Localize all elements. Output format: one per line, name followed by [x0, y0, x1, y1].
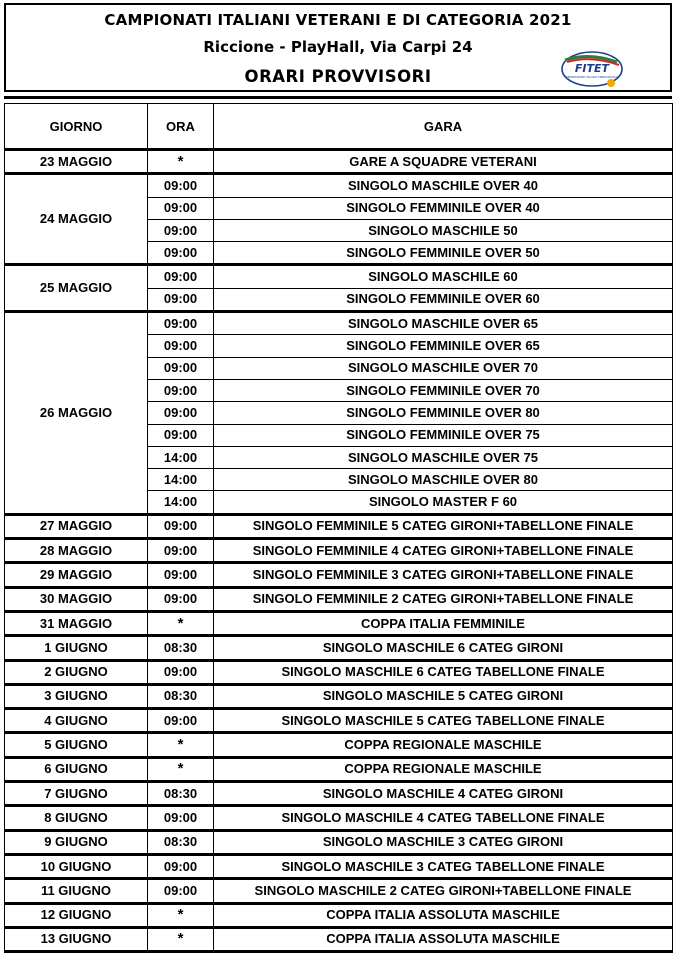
event-cell: SINGOLO FEMMINILE OVER 75 [214, 424, 673, 446]
table-row [5, 611, 673, 635]
time-cell: 09:00 [148, 402, 214, 424]
day-cell: 8 GIUGNO [5, 806, 148, 830]
event-cell: SINGOLO MASCHILE 4 CATEG GIRONI [214, 782, 673, 806]
event-cell: SINGOLO FEMMINILE OVER 60 [214, 288, 673, 311]
day-cell: 30 MAGGIO [5, 587, 148, 611]
time-cell: * [148, 757, 214, 781]
event-cell: COPPA REGIONALE MASCHILE [214, 757, 673, 781]
svg-text:FITET: FITET [574, 62, 610, 75]
table-row [5, 709, 673, 733]
day-cell: 2 GIUGNO [5, 660, 148, 684]
event-cell: COPPA REGIONALE MASCHILE [214, 733, 673, 757]
event-cell: COPPA ITALIA FEMMINILE [214, 611, 673, 635]
time-cell: 08:30 [148, 830, 214, 854]
event-cell: SINGOLO MASCHILE 3 CATEG TABELLONE FINALE [214, 854, 673, 878]
day-cell: 7 GIUGNO [5, 782, 148, 806]
day-cell: 24 MAGGIO [5, 174, 148, 265]
time-cell: 09:00 [148, 879, 214, 903]
event-cell: SINGOLO FEMMINILE OVER 65 [214, 335, 673, 357]
event-cell: SINGOLO MASCHILE 50 [214, 219, 673, 241]
time-cell: * [148, 903, 214, 927]
event-cell: COPPA ITALIA ASSOLUTA MASCHILE [214, 903, 673, 927]
column-header-day: GIORNO [5, 104, 148, 150]
column-header-time: ORA [148, 104, 214, 150]
day-cell: 6 GIUGNO [5, 757, 148, 781]
time-cell: 09:00 [148, 709, 214, 733]
day-cell: 10 GIUGNO [5, 854, 148, 878]
schedule-subtitle: ORARI PROVVISORI [244, 67, 432, 86]
table-row [5, 927, 673, 951]
schedule-table [4, 103, 673, 953]
table-row [5, 903, 673, 927]
table-row [5, 684, 673, 708]
svg-text:FEDERAZIONE ITALIANA TENNISTAV: FEDERAZIONE ITALIANA TENNISTAVOLO [566, 76, 618, 79]
day-cell: 28 MAGGIO [5, 539, 148, 563]
day-cell: 5 GIUGNO [5, 733, 148, 757]
event-cell: SINGOLO FEMMINILE 3 CATEG GIRONI+TABELLONE FINALE [214, 563, 673, 587]
time-cell: 09:00 [148, 219, 214, 241]
time-cell: 09:00 [148, 806, 214, 830]
time-cell: 09:00 [148, 854, 214, 878]
table-row [5, 660, 673, 684]
table-row [5, 312, 673, 335]
day-cell: 25 MAGGIO [5, 265, 148, 312]
event-cell: SINGOLO FEMMINILE OVER 40 [214, 197, 673, 219]
event-cell: SINGOLO MASCHILE OVER 65 [214, 312, 673, 335]
event-cell: SINGOLO FEMMINILE 4 CATEG GIRONI+TABELLONE FINALE [214, 539, 673, 563]
time-cell: 09:00 [148, 242, 214, 265]
header-divider [4, 96, 672, 99]
time-cell: 14:00 [148, 491, 214, 514]
day-cell: 13 GIUGNO [5, 927, 148, 951]
time-cell: 08:30 [148, 636, 214, 660]
table-row [5, 587, 673, 611]
time-cell: * [148, 611, 214, 635]
table-row [5, 830, 673, 854]
time-cell: 09:00 [148, 660, 214, 684]
table-row [5, 854, 673, 878]
event-cell: SINGOLO MASCHILE 60 [214, 265, 673, 288]
time-cell: 08:30 [148, 684, 214, 708]
event-cell: SINGOLO FEMMINILE 5 CATEG GIRONI+TABELLONE FINALE [214, 514, 673, 538]
table-row [5, 514, 673, 538]
time-cell: 09:00 [148, 288, 214, 311]
table-row [5, 733, 673, 757]
event-cell: SINGOLO MASCHILE OVER 40 [214, 174, 673, 197]
event-title: CAMPIONATI ITALIANI VETERANI E DI CATEGORIA 2021 [104, 11, 572, 29]
table-row [5, 174, 673, 197]
table-row [5, 563, 673, 587]
event-cell: SINGOLO MASCHILE 6 CATEG GIRONI [214, 636, 673, 660]
event-cell: SINGOLO MASTER F 60 [214, 491, 673, 514]
day-cell: 31 MAGGIO [5, 611, 148, 635]
day-cell: 9 GIUGNO [5, 830, 148, 854]
time-cell: 08:30 [148, 782, 214, 806]
day-cell: 11 GIUGNO [5, 879, 148, 903]
time-cell: 09:00 [148, 514, 214, 538]
header-box [4, 3, 672, 92]
time-cell: 09:00 [148, 379, 214, 401]
column-header-event: GARA [214, 104, 673, 150]
event-cell: SINGOLO MASCHILE 2 CATEG GIRONI+TABELLONE FINALE [214, 879, 673, 903]
event-cell: SINGOLO MASCHILE 5 CATEG GIRONI [214, 684, 673, 708]
table-header-row [5, 104, 673, 150]
time-cell: * [148, 733, 214, 757]
time-cell: 14:00 [148, 446, 214, 468]
time-cell: * [148, 927, 214, 951]
event-cell: SINGOLO MASCHILE 5 CATEG TABELLONE FINALE [214, 709, 673, 733]
day-cell: 26 MAGGIO [5, 312, 148, 515]
event-cell: SINGOLO MASCHILE OVER 80 [214, 469, 673, 491]
time-cell: 09:00 [148, 197, 214, 219]
time-cell: 09:00 [148, 312, 214, 335]
venue-line: Riccione - PlayHall, Via Carpi 24 [203, 38, 473, 56]
day-cell: 3 GIUGNO [5, 684, 148, 708]
time-cell: 09:00 [148, 335, 214, 357]
table-row [5, 265, 673, 288]
time-cell: 09:00 [148, 539, 214, 563]
time-cell: 09:00 [148, 357, 214, 379]
event-cell: SINGOLO MASCHILE OVER 70 [214, 357, 673, 379]
table-row [5, 636, 673, 660]
event-cell: SINGOLO MASCHILE 6 CATEG TABELLONE FINALE [214, 660, 673, 684]
time-cell: 14:00 [148, 469, 214, 491]
event-cell: SINGOLO MASCHILE 4 CATEG TABELLONE FINALE [214, 806, 673, 830]
day-cell: 29 MAGGIO [5, 563, 148, 587]
time-cell: 09:00 [148, 563, 214, 587]
schedule-body [5, 150, 673, 952]
event-cell: SINGOLO MASCHILE 3 CATEG GIRONI [214, 830, 673, 854]
table-row [5, 782, 673, 806]
time-cell: 09:00 [148, 265, 214, 288]
table-row [5, 879, 673, 903]
event-cell: COPPA ITALIA ASSOLUTA MASCHILE [214, 927, 673, 951]
fitet-logo [559, 46, 625, 92]
time-cell: 09:00 [148, 424, 214, 446]
day-cell: 4 GIUGNO [5, 709, 148, 733]
day-cell: 12 GIUGNO [5, 903, 148, 927]
event-cell: SINGOLO FEMMINILE OVER 50 [214, 242, 673, 265]
event-cell: SINGOLO MASCHILE OVER 75 [214, 446, 673, 468]
time-cell: * [148, 150, 214, 174]
day-cell: 1 GIUGNO [5, 636, 148, 660]
event-cell: SINGOLO FEMMINILE OVER 80 [214, 402, 673, 424]
event-cell: SINGOLO FEMMINILE OVER 70 [214, 379, 673, 401]
table-row [5, 150, 673, 174]
table-row [5, 757, 673, 781]
event-cell: GARE A SQUADRE VETERANI [214, 150, 673, 174]
table-row [5, 539, 673, 563]
day-cell: 23 MAGGIO [5, 150, 148, 174]
time-cell: 09:00 [148, 587, 214, 611]
table-row [5, 806, 673, 830]
event-cell: SINGOLO FEMMINILE 2 CATEG GIRONI+TABELLONE FINALE [214, 587, 673, 611]
time-cell: 09:00 [148, 174, 214, 197]
day-cell: 27 MAGGIO [5, 514, 148, 538]
